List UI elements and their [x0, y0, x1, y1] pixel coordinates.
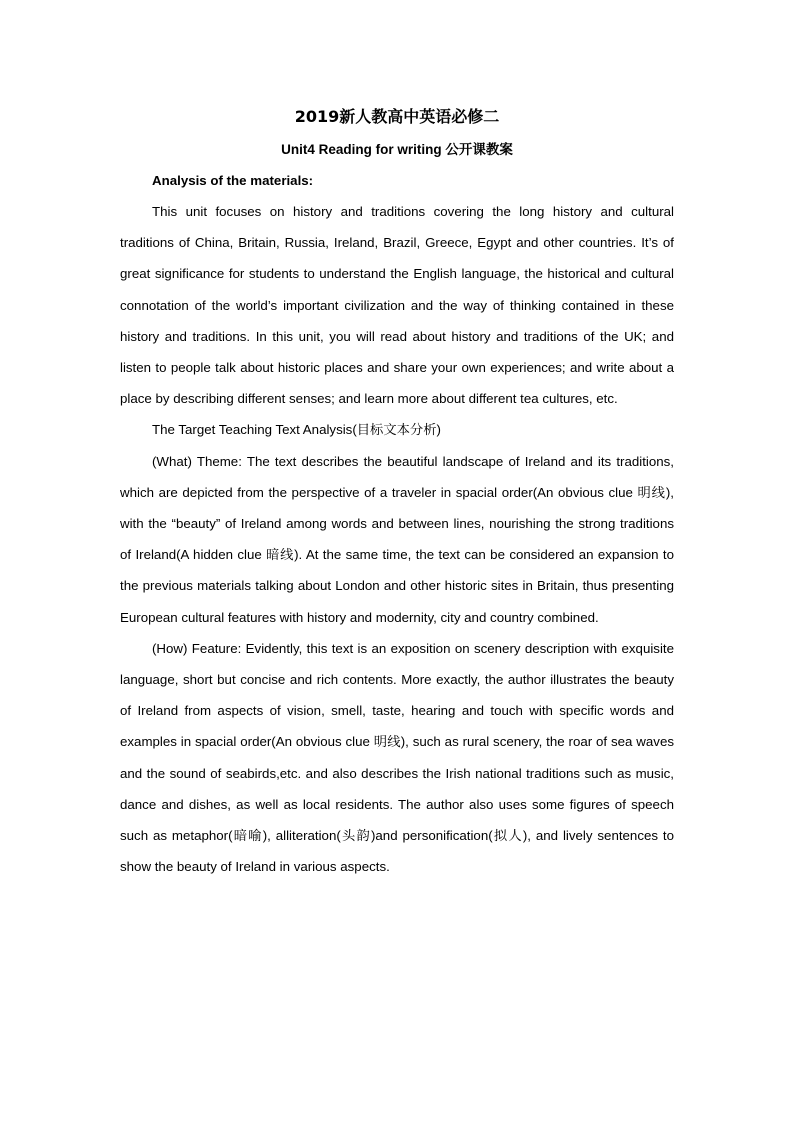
what-theme-paragraph: (What) Theme: The text describes the beautiful landscape of Ireland and its traditions, which are depicted from the perspective of a traveler in spacial order(An obvious clue 明线), with the “beauty” of Ireland among words and between lines, nourishing the strong traditions of Ireland(A hidden clue 暗线). At the same time, the text can be considered an expansion to the previous materials talking about London and other historic sites in Britain, thus presenting European cultural features with history and modernity, city and country combined.	[120, 453, 674, 625]
how-feature-paragraph: (How) Feature: Evidently, this text is an exposition on scenery description with exquisite language, short but concise and rich contents. More exactly, the author illustrates the beauty of Ireland from aspects of vision, smell, taste, hearing and touch with specific words and examples in spacial order(An obvious clue 明线), such as rural scenery, the roar of sea waves and the sound of seabirds,etc. and also describes the Irish national traditions such as music, dance and dishes, as well as local residents. The author also uses some figures of speech such as metaphor(暗喻), alliteration(头韵)and personification(拟人), and lively sentences to show the beauty of Ireland in various aspects.	[120, 640, 674, 875]
analysis-paragraph: This unit focuses on history and traditions covering the long history and cultural traditions of China, Britain, Russia, Ireland, Brazil, Greece, Egypt and other countries. It’s of great significance for students to understand the English language, the historical and cultural connotation of the world’s important civilization and the way of thinking contained in these history and traditions. In this unit, you will read about history and traditions of the UK; and listen to people talk about historic places and share your own experiences; and write about a place by describing different senses; and learn more about different tea cultures, etc.	[120, 204, 674, 407]
document-subtitle: Unit4 Reading for writing 公开课教案	[281, 142, 513, 157]
analysis-heading: Analysis of the materials:	[152, 173, 314, 188]
target-text-heading: The Target Teaching Text Analysis(目标文本分析)	[152, 422, 441, 438]
document-title: 2019新人教高中英语必修二	[294, 107, 500, 126]
document-page	[120, 104, 674, 882]
